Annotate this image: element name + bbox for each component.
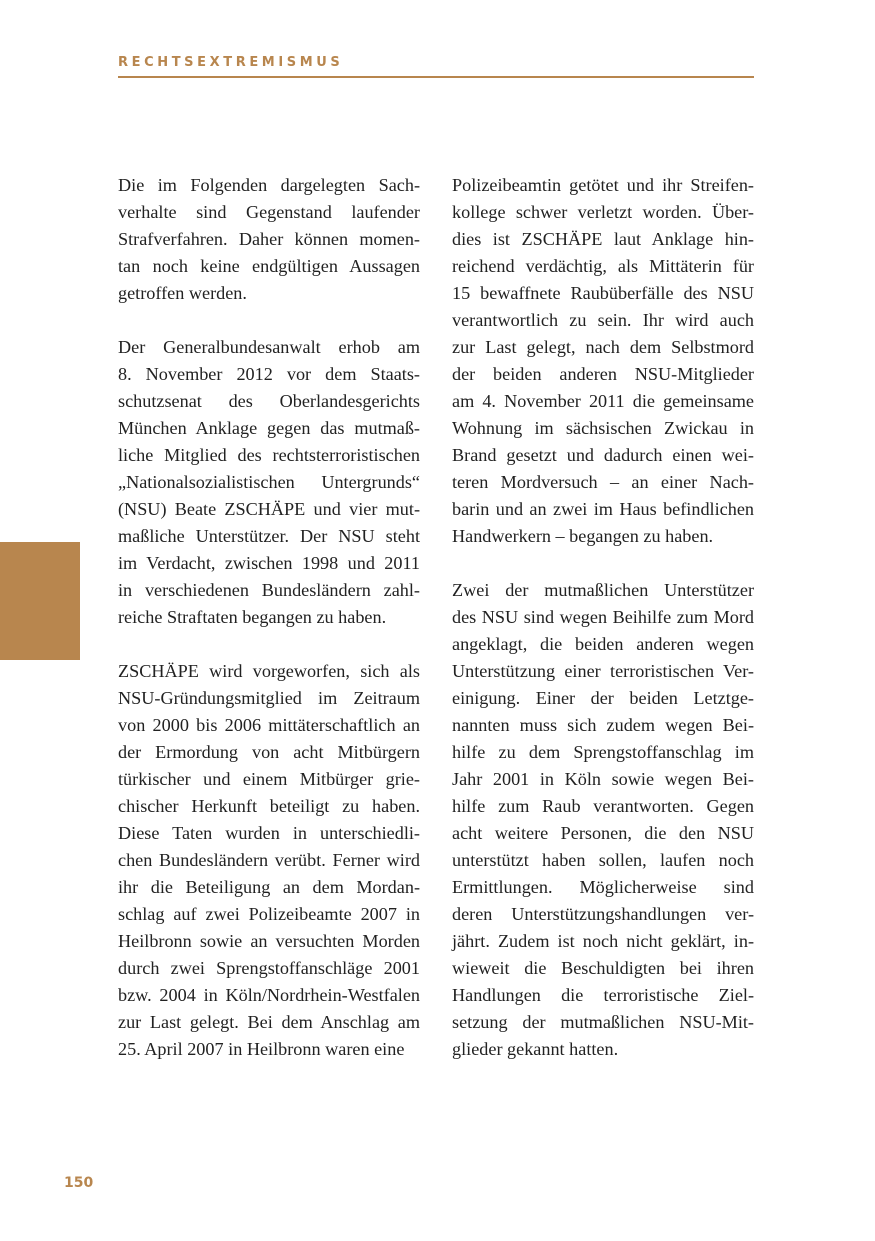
text-line: verhalte sind Gegenstand laufender <box>118 202 420 222</box>
text-line: hilfe zum Raub verantworten. Gegen <box>452 796 754 816</box>
text-line: kollege schwer verletzt worden. Über- <box>452 202 754 222</box>
text-line: zur Last gelegt, nach dem Selbstmord <box>452 337 754 357</box>
text-line: Polizeibeamtin getötet und ihr Streifen- <box>452 175 754 195</box>
text-line: chen Bundesländern verübt. Ferner wird <box>118 850 420 870</box>
text-line: tan noch keine endgültigen Aussagen <box>118 256 420 276</box>
text-line: deren Unterstützungshandlungen ver- <box>452 904 754 924</box>
text-line: durch zwei Sprengstoffanschläge 2001 <box>118 958 420 978</box>
paragraph <box>118 658 420 1063</box>
text-line: Ermittlungen. Möglicherweise sind <box>452 877 754 897</box>
text-line: angeklagt, die beiden anderen wegen <box>452 634 754 654</box>
text-line: glieder gekannt hatten. <box>452 1039 619 1059</box>
text-column-right <box>452 172 754 1090</box>
text-line: NSU-Gründungsmitglied im Zeitraum <box>118 688 420 708</box>
text-line: München Anklage gegen das mutmaß- <box>118 418 420 438</box>
text-line: des NSU sind wegen Beihilfe zum Mord <box>452 607 754 627</box>
text-line: (NSU) Beate ZSCHÄPE und vier mut- <box>118 499 420 519</box>
text-line: maßliche Unterstützer. Der NSU steht <box>118 526 420 546</box>
text-line: „Nationalsozialistischen Untergrunds“ <box>118 472 420 492</box>
paragraph <box>452 577 754 1063</box>
text-line: am 4. November 2011 die gemeinsame <box>452 391 754 411</box>
text-line: reichend verdächtig, als Mittäterin für <box>452 256 754 276</box>
chapter-side-tab <box>0 542 80 660</box>
text-line: teren Mordversuch – an einer Nach- <box>452 472 754 492</box>
paragraph <box>118 172 420 307</box>
text-line: getroffen werden. <box>118 283 247 303</box>
text-line: dies ist ZSCHÄPE laut Anklage hin- <box>452 229 754 249</box>
text-line: Diese Taten wurden in unterschiedli- <box>118 823 420 843</box>
text-line: einigung. Einer der beiden Letztge- <box>452 688 754 708</box>
text-line: verantwortlich zu sein. Ihr wird auch <box>452 310 754 330</box>
text-line: der beiden anderen NSU-Mitglieder <box>452 364 754 384</box>
text-line: schlag auf zwei Polizeibeamte 2007 in <box>118 904 420 924</box>
text-line: reiche Straftaten begangen zu haben. <box>118 607 387 627</box>
text-line: schutzsenat des Oberlandesgerichts <box>118 391 420 411</box>
paragraph <box>118 334 420 631</box>
text-line: wieweit die Beschuldigten bei ihren <box>452 958 754 978</box>
text-line: acht weitere Personen, die den NSU <box>452 823 754 843</box>
text-line: 15 bewaffnete Raubüberfälle des NSU <box>452 283 754 303</box>
text-column-left <box>118 172 420 1090</box>
text-line: zur Last gelegt. Bei dem Anschlag am <box>118 1012 420 1032</box>
text-line: Heilbronn sowie an versuchten Morden <box>118 931 420 951</box>
text-line: hilfe zu dem Sprengstoffanschlag im <box>452 742 754 762</box>
text-line: Handwerkern – begangen zu haben. <box>452 526 714 546</box>
text-line: liche Mitglied des rechtsterroristischen <box>118 445 420 465</box>
text-line: 25. April 2007 in Heilbronn waren eine <box>118 1039 405 1059</box>
text-line: Zwei der mutmaßlichen Unterstützer <box>452 580 754 600</box>
text-line: Der Generalbundesanwalt erhob am <box>118 337 420 357</box>
text-line: von 2000 bis 2006 mittäterschaftlich an <box>118 715 420 735</box>
text-line: türkischer und einem Mitbürger grie- <box>118 769 420 789</box>
text-line: Handlungen die terroristische Ziel- <box>452 985 754 1005</box>
text-line: jährt. Zudem ist noch nicht geklärt, in- <box>452 931 754 951</box>
text-line: 8. November 2012 vor dem Staats- <box>118 364 420 384</box>
running-head: RECHTSEXTREMISMUS <box>118 55 344 70</box>
page-number: 150 <box>64 1175 94 1191</box>
text-line: barin und an zwei im Haus befindlichen <box>452 499 754 519</box>
text-line: Brand gesetzt und dadurch einen wei- <box>452 445 754 465</box>
text-line: Jahr 2001 in Köln sowie wegen Bei- <box>452 769 754 789</box>
text-line: ZSCHÄPE wird vorgeworfen, sich als <box>118 661 420 681</box>
text-line: nannten muss sich zudem wegen Bei- <box>452 715 754 735</box>
text-line: Strafverfahren. Daher können momen- <box>118 229 420 249</box>
text-line: unterstützt haben sollen, laufen noch <box>452 850 754 870</box>
text-line: Die im Folgenden dargelegten Sach- <box>118 175 420 195</box>
text-line: in verschiedenen Bundesländern zahl- <box>118 580 420 600</box>
text-line: Unterstützung einer terroristischen Ver- <box>452 661 754 681</box>
paragraph <box>452 172 754 550</box>
text-line: Wohnung im sächsischen Zwickau in <box>452 418 754 438</box>
text-line: im Verdacht, zwischen 1998 und 2011 <box>118 553 420 573</box>
text-line: ihr die Beteiligung an dem Mordan- <box>118 877 420 897</box>
text-line: setzung der mutmaßlichen NSU-Mit- <box>452 1012 754 1032</box>
header-rule <box>118 76 754 78</box>
text-line: bzw. 2004 in Köln/Nordrhein-Westfalen <box>118 985 420 1005</box>
text-line: chischer Herkunft beteiligt zu haben. <box>118 796 420 816</box>
text-line: der Ermordung von acht Mitbürgern <box>118 742 420 762</box>
